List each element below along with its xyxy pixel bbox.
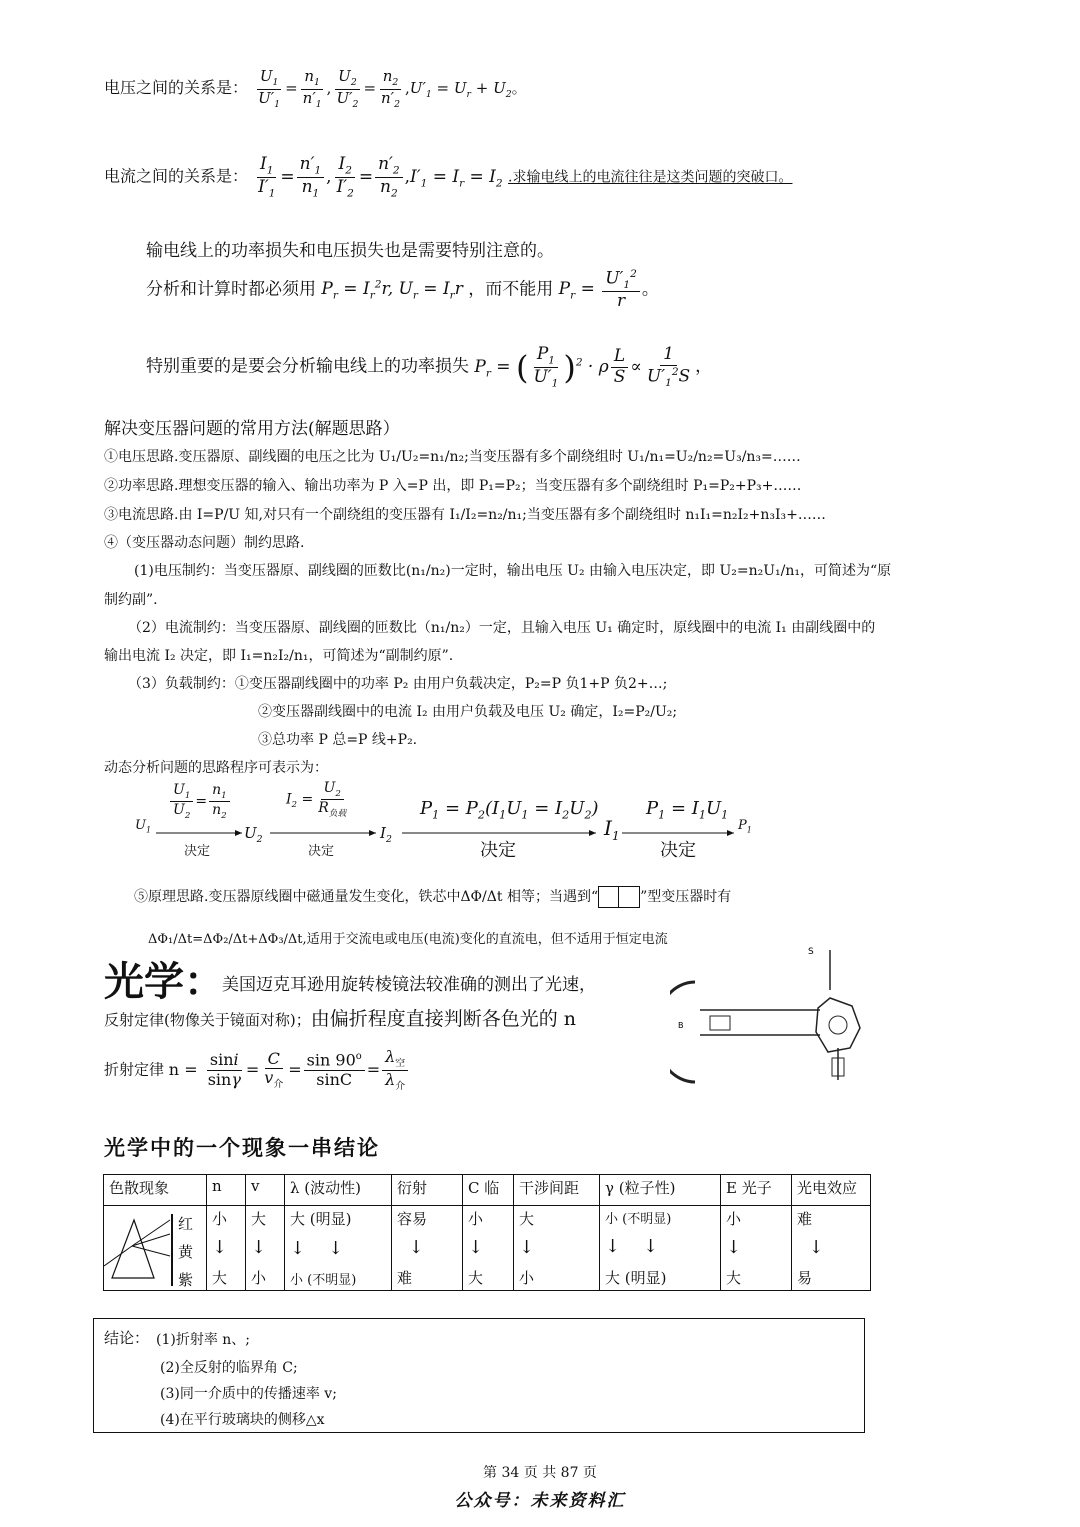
col-header: γ (粒子性): [600, 1175, 721, 1206]
method-power: ②功率思路.理想变压器的输入、输出功率为 P 入=P 出，即 P₁=P₂；当变压器有多个副绕组时 P₁=P₂+P₃+……: [104, 478, 802, 494]
dispersion-table: [103, 1174, 871, 1291]
cell-top: 小: [212, 1210, 228, 1228]
col-header: 干涉间距: [514, 1175, 600, 1206]
cell-bottom: 大: [212, 1269, 228, 1287]
cell-top: 小: [468, 1210, 484, 1228]
cell-bottom: 大: [468, 1269, 484, 1287]
flow-p1-formula: $P_1 = P_2(I_1U_1 = I_2U_2)$: [420, 798, 599, 822]
cell-bottom: 小: [251, 1269, 267, 1287]
conclusion-item: (3)同一介质中的传播速率 v;: [160, 1386, 337, 1402]
method-voltage: ①电压思路.变压器原、副线圈的电压之比为 U₁/U₂=n₁/n₂;当变压器有多个副绕组时 U₁/n₁=U₂/n₂=U₃/n₃=……: [104, 449, 801, 465]
loss-line-3: 特别重要的是要会分析输电线上的功率损失 $P_r$ = ( $\frac{P_1}{U'_1}$ )$^2$ · ρ $\frac{L}{S}$ ∝ $\frac{1}{U'_1^2S}$ ，: [146, 344, 713, 389]
current-formula: $\frac{I_1}{I'_1}$ = $\frac{n'_1}{n_1}$ , $\frac{I_2}{I'_2}$ = $\frac{n'_2}{n_2}$ $,I'_1 = I_r = I_2$: [258, 154, 503, 199]
load-constraint-1: （3）负载制约：①变压器副线圈中的功率 P₂ 由用户负载决定，P₂=P 负1+P 负2+…;: [128, 676, 668, 692]
svg-text:B: B: [678, 1021, 684, 1030]
svg-text:S: S: [808, 947, 814, 957]
load-constraint-3: ③总功率 P 总=P 线+P₂.: [258, 732, 418, 748]
loss-line-2-pre: 分析和计算时都必须用: [146, 279, 316, 300]
cell-bottom: 小 (不明显): [290, 1273, 357, 1288]
cell-top: 小: [726, 1210, 742, 1228]
loss-formula-wrong: $P_r$ = $\frac{U'_1^2}{r}$: [559, 279, 642, 299]
down-arrow-icon: ↓ ↓: [290, 1238, 344, 1259]
table-row: [104, 1206, 871, 1291]
color-violet: 紫: [178, 1271, 194, 1289]
cell-bottom: 易: [797, 1269, 813, 1287]
load-constraint-2: ②变压器副线圈中的电流 I₂ 由用户负载及电压 U₂ 确定，I₂=P₂/U₂;: [258, 704, 678, 720]
refraction-formula: n = $\frac{\sin i}{\sin\gamma}$ = $\frac{C}{v_介}$ = $\frac{\sin 90^o}{\sin C}$ = $\frac{\lambda_空}{\lambda_介}$: [169, 1060, 410, 1079]
down-arrow-icon: ↓ ↓: [605, 1236, 659, 1257]
col-header: E 光子: [721, 1175, 792, 1206]
optics-line-2: [104, 1004, 576, 1031]
loss-formula-correct: $P_r = I_r^2r$, $U_r = I_rr$: [321, 278, 463, 302]
flow-p1-calc: $P_1 = I_1U_1$: [646, 798, 729, 822]
voltage-constraint-2: 制约副”.: [104, 592, 158, 608]
down-arrow-icon: ↓: [468, 1237, 484, 1258]
down-arrow-icon: ↓: [251, 1237, 267, 1258]
flow-u2: $U_2$: [244, 824, 263, 845]
cell-frequency: [600, 1206, 721, 1291]
current-constraint-2: 输出电流 I₂ 决定，即 I₁=n₂I₂/n₁，可简述为“副制约原”.: [104, 648, 454, 664]
flow-p1: $P_1$: [738, 818, 752, 835]
methods-title: 解决变压器问题的常用方法(解题思路）: [104, 419, 400, 439]
cell-top: 小 (不明显): [605, 1212, 672, 1227]
loss-line-2-mid: ，而不能用: [468, 279, 554, 300]
current-label: 电流之间的关系是：: [104, 166, 249, 186]
loss-line-3-pre: 特别重要的是要会分析输电线上的功率损失: [146, 356, 469, 377]
cell-bottom: 大 (明显): [605, 1269, 667, 1287]
cell-photoelectric: [792, 1206, 871, 1291]
col-header: λ (波动性): [285, 1175, 392, 1206]
cell-photon-energy: [721, 1206, 792, 1291]
flow-i2: $I_2$: [380, 824, 392, 845]
flow-ratio: $\frac{U_1}{U_2}$ = $\frac{n_1}{n_2}$: [168, 782, 232, 821]
cell-diffraction: [392, 1206, 463, 1291]
dispersion-title: 光学中的一个现象一串结论: [104, 1136, 380, 1160]
loss-line-2: 分析和计算时都必须用 $P_r = I_r^2r$, $U_r = I_rr$ ，而不能用 $P_r$ = $\frac{U'_1^2}{r}$ 。: [146, 268, 659, 312]
deflection-note: 由偏折程度直接判断各色光的 n: [310, 1008, 576, 1030]
reflection-law: 反射定律(物像关于镜面对称)；: [104, 1011, 311, 1029]
conclusion-item: (1)折射率 n、;: [156, 1332, 251, 1348]
cell-top: 大 (明显): [290, 1210, 352, 1228]
flow-i1: $I_1$: [604, 816, 620, 843]
voltage-relation: [104, 68, 527, 110]
conclusion-label: 结论：: [104, 1329, 150, 1347]
cell-top: 大: [519, 1210, 535, 1228]
method-current: ③电流思路.由 I=P/U 知,对只有一个副绕组的变压器有 I₁/I₂=n₂/n₁;当变压器有多个副绕组时 n₁I₁=n₂I₂+n₃I₃+……: [104, 507, 826, 523]
table-header-row: [104, 1175, 871, 1206]
color-yellow: 黄: [178, 1243, 194, 1261]
col-header: v: [246, 1175, 285, 1206]
col-header: 衍射: [392, 1175, 463, 1206]
method-dynamic: ④（变压器动态问题）制约思路.: [104, 535, 305, 551]
page-number: 第 34 页 共 87 页: [483, 1465, 597, 1481]
prism-icon: [104, 1206, 174, 1290]
flow-decide-1: 决定: [184, 844, 211, 859]
flow-u1: $U_1$: [135, 818, 152, 835]
refraction-law: [104, 1048, 410, 1092]
cell-n: [207, 1206, 246, 1291]
down-arrow-icon: ↓: [726, 1237, 742, 1258]
down-arrow-icon: ↓: [519, 1237, 535, 1258]
down-arrow-icon: ↓: [797, 1237, 824, 1258]
method-principle-pre: ⑤原理思路.变压器原线圈中磁通量发生变化，铁芯中ΔΦ/Δt 相等；当遇到“: [134, 889, 599, 905]
flow-i2-formula: $I_2$ = $\frac{U_2}{R_{负载}}$: [286, 780, 347, 819]
method-principle-post: ”型变压器时有: [640, 889, 732, 905]
optics-title: 光学：: [104, 959, 224, 1005]
down-arrow-icon: ↓: [212, 1237, 228, 1258]
loss-line-1: 输电线上的功率损失和电压损失也是需要特别注意的。: [146, 241, 554, 261]
footer-brand: 公众号：未来资料汇: [454, 1491, 626, 1511]
voltage-constraint-1: (1)电压制约：当变压器原、副线圈的匝数比(n₁/n₂)一定时，输出电压 U₂ 由输入电压决定，即 U₂=n₂U₁/n₁，可简述为“原: [134, 563, 892, 579]
prism-cell: [104, 1206, 207, 1291]
cell-wavelength: [285, 1206, 392, 1291]
current-relation: [104, 155, 792, 199]
cell-top: 容易: [397, 1210, 428, 1228]
current-note: .求输电线上的电流往往是这类问题的突破口。: [508, 169, 793, 186]
cell-top: 大: [251, 1210, 267, 1228]
color-red: 红: [178, 1215, 194, 1233]
loss-formula-power: $P_r$ = ( $\frac{P_1}{U'_1}$ )$^2$ · ρ $\frac{L}{S}$ ∝ $\frac{1}{U'_1^2S}$: [474, 344, 691, 389]
flow-decide-2: 决定: [308, 844, 335, 859]
flow-decide-4: 决定: [660, 840, 696, 861]
core-shape-icon: [598, 886, 640, 908]
cell-bottom: 难: [397, 1269, 413, 1287]
flow-decide-3: 决定: [480, 840, 516, 861]
method-principle-formula: ΔΦ₁/Δt=ΔΦ₂/Δt+ΔΦ₃/Δt,适用于交流电或电压(电流)变化的直流电，但不适用于恒定电流: [148, 932, 668, 947]
col-header: 色散现象: [104, 1175, 207, 1206]
conclusion-item: (2)全反射的临界角 C;: [160, 1360, 298, 1376]
cell-v: [246, 1206, 285, 1291]
flow-diagram: [130, 780, 770, 860]
col-header: n: [207, 1175, 246, 1206]
conclusion-box: [93, 1318, 865, 1433]
cell-top: 难: [797, 1210, 813, 1228]
conclusion-item: (4)在平行玻璃块的侧移△x: [160, 1412, 325, 1428]
optics-line-1: 美国迈克耳逊用旋转棱镜法较准确的测出了光速，: [222, 975, 596, 995]
voltage-label: 电压之间的关系是：: [104, 78, 249, 98]
method-principle: [134, 886, 731, 908]
michelson-apparatus-illustration: [670, 940, 900, 1090]
col-header: C 临: [463, 1175, 514, 1206]
cell-interference: [514, 1206, 600, 1291]
current-constraint-1: （2）电流制约：当变压器原、副线圈的匝数比（n₁/n₂）一定，且输入电压 U₁ 确定时，原线圈中的电流 I₁ 由副线圈中的: [128, 620, 876, 636]
cell-bottom: 大: [726, 1269, 742, 1287]
down-arrow-icon: ↓: [397, 1237, 424, 1258]
cell-bottom: 小: [519, 1269, 535, 1287]
flow-intro: 动态分析问题的思路程序可表示为：: [104, 760, 328, 776]
col-header: 光电效应: [792, 1175, 871, 1206]
refraction-label: 折射定律: [104, 1060, 165, 1079]
voltage-formula: $\frac{U_1}{U'_1}$ = $\frac{n_1}{n'_1}$ , $\frac{U_2}{U'_2}$ = $\frac{n_2}{n'_2}$ $,U'_1 = U_r + U_2$。: [258, 67, 527, 110]
cell-critical-angle: [463, 1206, 514, 1291]
